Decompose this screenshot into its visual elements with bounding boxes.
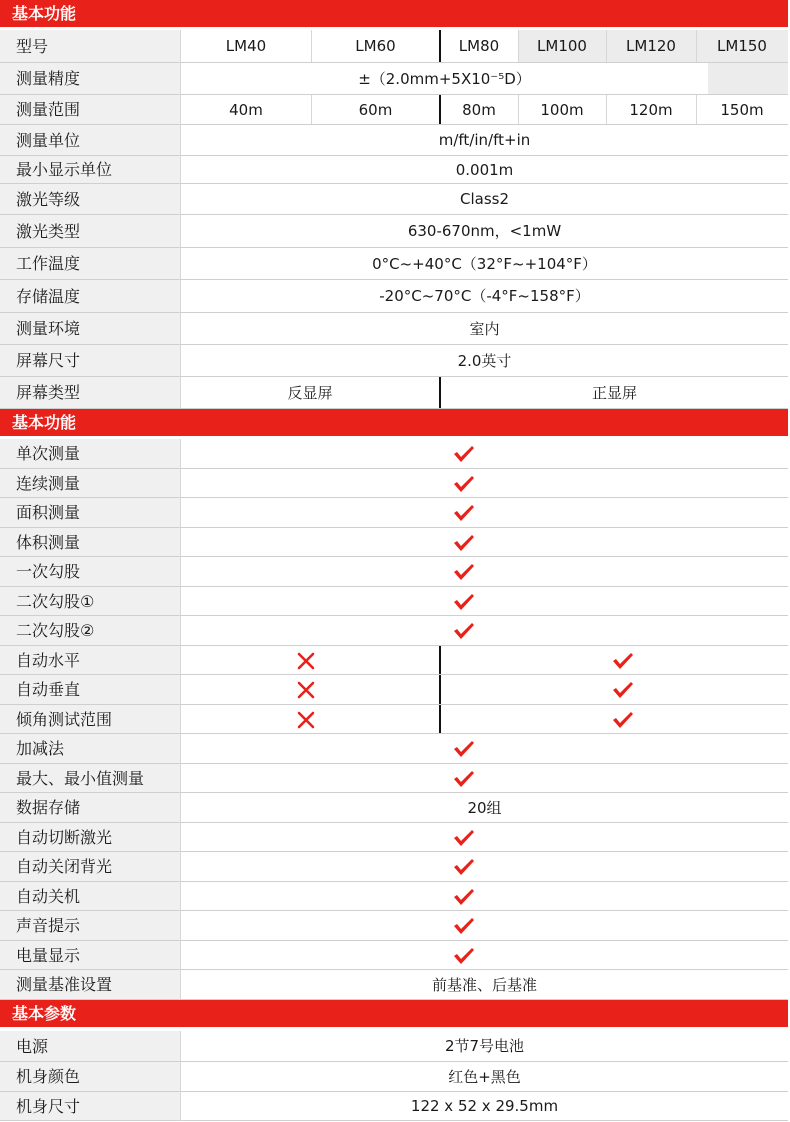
group-divider xyxy=(439,646,441,674)
row-label: 倾角测试范围 xyxy=(0,705,180,734)
row-label: 型号 xyxy=(0,30,180,63)
value-cell: ±（2.0mm+5X10⁻⁵D） xyxy=(358,70,531,88)
cross-icon xyxy=(297,711,315,729)
row-label: 机身尺寸 xyxy=(0,1092,180,1121)
row-label: 数据存储 xyxy=(0,793,180,823)
check-icon xyxy=(453,917,475,935)
value-cell: LM60 xyxy=(355,37,396,55)
check-icon xyxy=(612,711,634,729)
check-icon xyxy=(612,652,634,670)
value-cell: m/ft/in/ft+in xyxy=(438,131,531,149)
row-label: 自动关机 xyxy=(0,882,180,911)
value-cell: LM120 xyxy=(626,37,676,55)
row-label: 测量基准设置 xyxy=(0,970,180,1000)
row-label: 激光等级 xyxy=(0,184,180,215)
column-divider xyxy=(606,30,607,62)
row-label: 自动垂直 xyxy=(0,675,180,705)
row-label: 测量范围 xyxy=(0,95,180,125)
value-cell: 40m xyxy=(229,101,263,119)
check-icon xyxy=(453,622,475,640)
row-label: 机身颜色 xyxy=(0,1062,180,1092)
check-icon xyxy=(453,770,475,788)
column-divider xyxy=(696,95,697,124)
value-cell: 150m xyxy=(720,101,764,119)
column-divider xyxy=(696,30,697,62)
row-label: 存储温度 xyxy=(0,280,180,313)
group-divider xyxy=(439,30,441,62)
value-cell: 0.001m xyxy=(455,161,514,179)
check-icon xyxy=(453,534,475,552)
value-cell: 20组 xyxy=(467,799,502,817)
value-cell: 2.0英寸 xyxy=(457,352,512,370)
check-icon xyxy=(453,888,475,906)
row-label: 工作温度 xyxy=(0,248,180,280)
check-icon xyxy=(453,563,475,581)
row-label: 面积测量 xyxy=(0,498,180,528)
value-cell: 0°C~+40°C（32°F~+104°F） xyxy=(372,255,597,273)
check-icon xyxy=(453,858,475,876)
column-divider xyxy=(518,95,519,124)
value-cell: 反显屏 xyxy=(287,384,333,402)
value-cell: 100m xyxy=(540,101,584,119)
value-cell: LM150 xyxy=(717,37,767,55)
value-cell: 红色+黑色 xyxy=(448,1068,521,1086)
row-label: 连续测量 xyxy=(0,469,180,498)
check-icon xyxy=(453,593,475,611)
column-divider xyxy=(606,95,607,124)
value-cell: LM40 xyxy=(225,37,267,55)
section-header xyxy=(0,409,788,436)
value-cell: 122 x 52 x 29.5mm xyxy=(410,1097,559,1115)
row-label: 声音提示 xyxy=(0,911,180,941)
row-label: 自动切断激光 xyxy=(0,823,180,852)
row-label: 加减法 xyxy=(0,734,180,764)
value-cell: 60m xyxy=(358,101,393,119)
group-divider xyxy=(439,377,441,408)
row-label: 最大、最小值测量 xyxy=(0,764,180,793)
row-label: 电源 xyxy=(0,1031,180,1062)
column-divider xyxy=(180,439,181,1000)
check-icon xyxy=(453,504,475,522)
row-label: 屏幕类型 xyxy=(0,377,180,409)
value-cell: 80m xyxy=(462,101,496,119)
row-label: 屏幕尺寸 xyxy=(0,345,180,377)
row-label: 激光类型 xyxy=(0,215,180,248)
section-header xyxy=(0,0,788,27)
value-cell: 室内 xyxy=(469,320,500,338)
row-label: 电量显示 xyxy=(0,941,180,970)
row-label: 二次勾股② xyxy=(0,616,180,646)
row-label: 测量环境 xyxy=(0,313,180,345)
group-divider xyxy=(439,95,441,124)
group-divider xyxy=(439,705,441,733)
row-label: 二次勾股① xyxy=(0,587,180,616)
section-header xyxy=(0,1000,788,1027)
row-label: 体积测量 xyxy=(0,528,180,557)
value-cell: 2节7号电池 xyxy=(444,1037,525,1055)
value-cell: 前基准、后基准 xyxy=(431,976,537,994)
column-divider xyxy=(311,95,312,124)
value-cell: 正显屏 xyxy=(591,384,637,402)
row-label: 测量精度 xyxy=(0,63,180,95)
row-label: 最小显示单位 xyxy=(0,156,180,184)
row-label: 单次测量 xyxy=(0,439,180,469)
value-cell: Class2 xyxy=(459,190,509,208)
value-cell: -20°C~70°C（-4°F~158°F） xyxy=(379,287,590,305)
row-label: 测量单位 xyxy=(0,125,180,156)
value-cell: 630-670nm，<1mW xyxy=(407,222,562,240)
value-cell: LM80 xyxy=(458,37,500,55)
section-title: 基本功能 xyxy=(12,413,77,432)
check-icon xyxy=(453,947,475,965)
column-divider xyxy=(180,30,181,409)
check-icon xyxy=(453,740,475,758)
check-icon xyxy=(612,681,634,699)
group-divider xyxy=(439,675,441,704)
column-divider xyxy=(518,30,519,62)
value-cell: 120m xyxy=(629,101,673,119)
cross-icon xyxy=(297,652,315,670)
column-divider xyxy=(180,1031,181,1121)
row-label: 一次勾股 xyxy=(0,557,180,587)
column-divider xyxy=(311,30,312,62)
header-shade xyxy=(708,63,788,94)
section-title: 基本功能 xyxy=(12,4,77,23)
check-icon xyxy=(453,829,475,847)
value-cell: LM100 xyxy=(537,37,587,55)
check-icon xyxy=(453,475,475,493)
row-label: 自动水平 xyxy=(0,646,180,675)
section-title: 基本参数 xyxy=(12,1004,77,1023)
row-label: 自动关闭背光 xyxy=(0,852,180,882)
cross-icon xyxy=(297,681,315,699)
check-icon xyxy=(453,445,475,463)
